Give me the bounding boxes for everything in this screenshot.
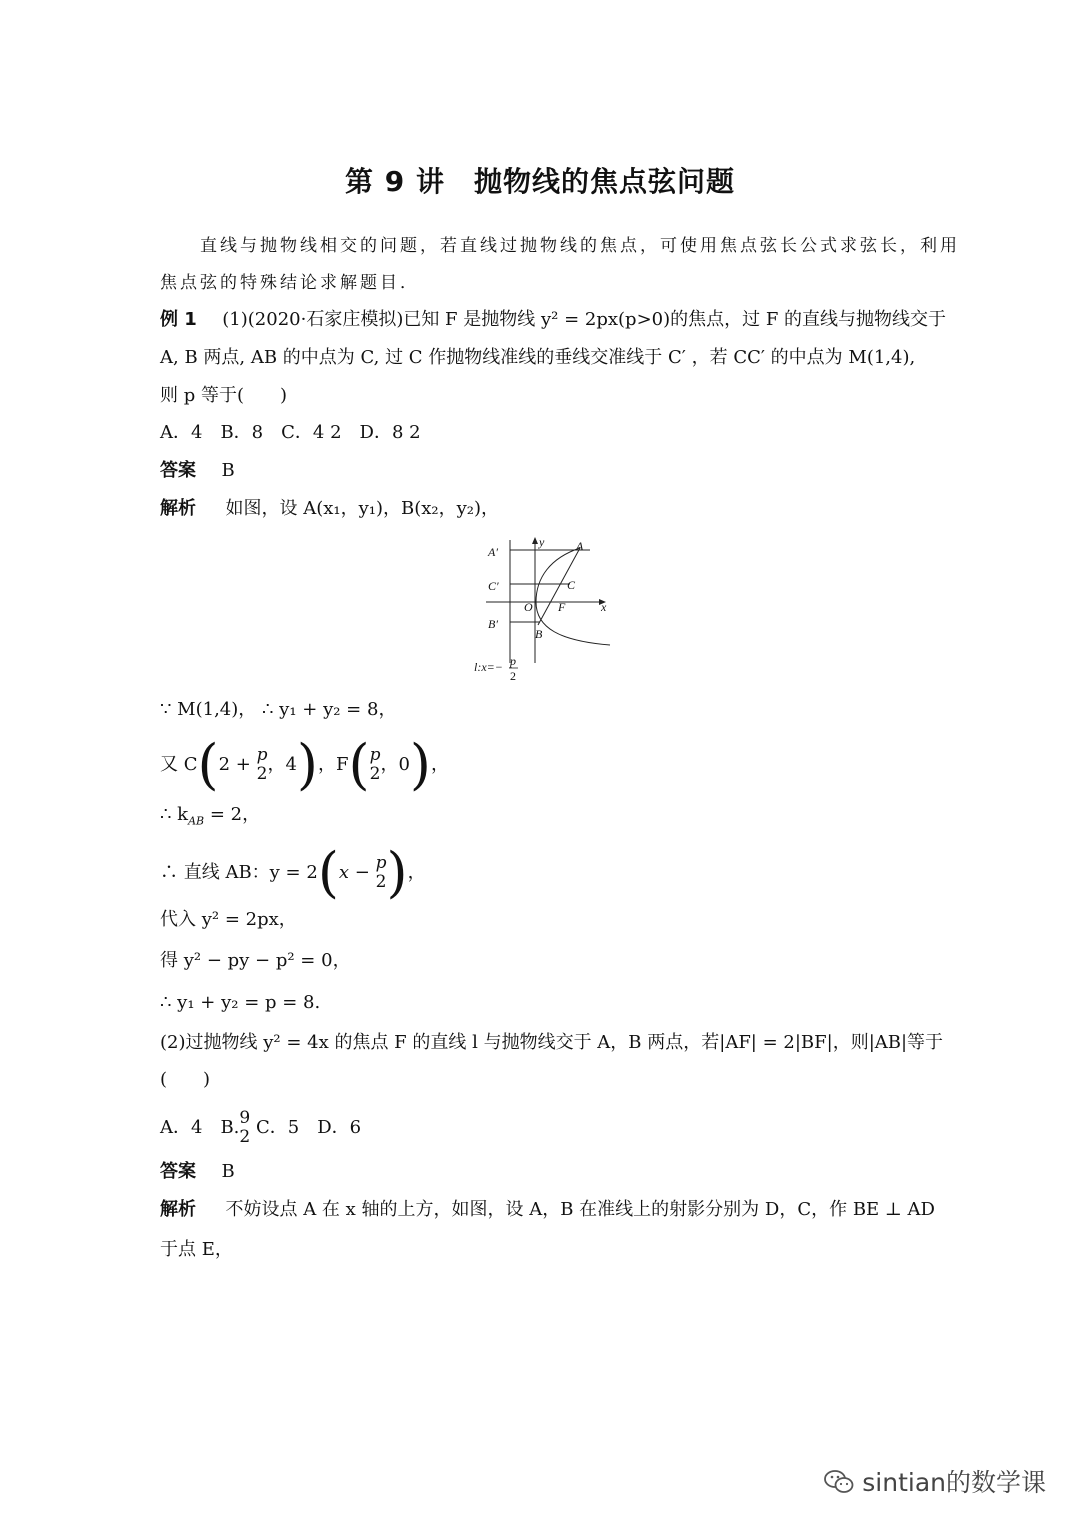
numerator: p: [375, 853, 387, 873]
label-a: A: [576, 539, 584, 553]
answer-value: B: [221, 1161, 235, 1182]
right-paren: ): [409, 733, 431, 796]
label-directrix-p: p: [510, 654, 516, 668]
page-title: 第 9 讲 抛物线的焦点弦问题: [345, 165, 735, 198]
solution-step-6: 得 y² − py − p² = 0，: [160, 950, 351, 971]
label-directrix-prefix: l:x=−: [474, 660, 503, 674]
label-a-prime: A′: [488, 545, 498, 559]
right-paren: ): [296, 733, 318, 796]
parabola-figure: [474, 533, 620, 685]
fraction-p-over-2: [376, 854, 387, 892]
example1-label: 例 1: [160, 309, 197, 330]
numerator: 9: [239, 1108, 251, 1128]
left-paren: (: [197, 733, 219, 796]
label-b: B: [535, 627, 543, 641]
step4-inner: x −: [338, 862, 370, 883]
label-x-axis: x: [601, 600, 607, 614]
denominator: 2: [369, 764, 381, 784]
example1-analysis: [160, 497, 499, 521]
parabola-curve: [536, 548, 610, 645]
solution-step-5: 代入 y² = 2px，: [160, 909, 297, 930]
y-axis-arrow: [532, 537, 538, 544]
label-o: O: [524, 600, 533, 614]
intro-line-2: 焦点弦的特殊结论求解题目．: [160, 273, 420, 293]
solution-step-2: [160, 733, 449, 796]
watermark-text: sintian的数学课: [862, 1468, 1046, 1497]
step3-end: = 2，: [204, 804, 261, 825]
example1-answer: [160, 459, 235, 483]
solution-step-7: ∴ y₁ + y₂ = p = 8.: [160, 992, 321, 1013]
step3-text: ∴ k: [160, 804, 189, 825]
options-a: A．4 B.: [160, 1117, 240, 1138]
label-y-axis: y: [539, 535, 545, 549]
fraction-p-over-2: [370, 746, 381, 784]
label-directrix-two: 2: [510, 669, 516, 683]
example1-line-3: 则 p 等于( ): [160, 385, 288, 406]
right-paren: ): [386, 841, 408, 904]
analysis-text: 不妨设点 A 在 x 轴的上方，如图，设 A，B 在准线上的射影分别为 D，C，作 BE ⊥ AD: [225, 1199, 935, 1220]
label-f: F: [558, 600, 566, 614]
fraction-9-over-2: [239, 1109, 250, 1147]
left-paren: (: [348, 733, 370, 796]
example1-options: A．4 B．8 C．4 2 D．8 2: [160, 422, 421, 443]
solution-step-1: ∵ M(1,4)， ∴ y₁ + y₂ = 8，: [160, 699, 397, 720]
step4-prefix: ∴ 直线 AB：y = 2: [160, 862, 318, 883]
example2-line-2: ( ): [160, 1069, 211, 1090]
example2-line-1: (2)过抛物线 y² = 4x 的焦点 F 的直线 l 与抛物线交于 A，B 两点，若|AF| = 2|BF|，则|AB|等于: [160, 1032, 944, 1053]
fraction-p-over-2: [257, 746, 268, 784]
example2-analysis-1: [160, 1198, 935, 1222]
step2-c-right: ，4: [267, 754, 297, 775]
label-c: C: [567, 578, 576, 592]
step2-f-right: ，0: [380, 754, 410, 775]
denominator: 2: [375, 872, 387, 892]
answer-label: 答案: [160, 460, 196, 481]
watermark: [824, 1463, 1046, 1499]
left-paren: (: [317, 841, 339, 904]
step4-end: ，: [407, 862, 426, 883]
options-rest: C．5 D．6: [255, 1117, 362, 1138]
example2-answer: [160, 1160, 235, 1184]
example1-line-2: A, B 两点, AB 的中点为 C, 过 C 作抛物线准线的垂线交准线于 C′ ，若 CC′ 的中点为 M(1,4),: [160, 347, 916, 368]
answer-label: 答案: [160, 1161, 196, 1182]
example1-line-1: [160, 308, 946, 332]
analysis-text: 如图，设 A(x₁，y₁)，B(x₂，y₂)，: [225, 498, 500, 519]
step2-c-left: 2 +: [218, 754, 251, 775]
numerator: p: [369, 745, 381, 765]
solution-step-3: [160, 803, 260, 834]
example2-analysis-2: 于点 E，: [160, 1239, 233, 1260]
analysis-label: 解析: [160, 498, 196, 519]
step3-subscript: AB: [188, 814, 205, 828]
step2-prefix: 又 C: [160, 754, 198, 775]
intro-line-1: 直线与抛物线相交的问题，若直线过抛物线的焦点，可使用焦点弦长公式求弦长，利用: [200, 236, 960, 256]
example1-text-1: (1)(2020·石家庄模拟)已知 F 是抛物线 y² = 2px(p>0)的焦点，过 F 的直线与抛物线交于: [222, 309, 947, 330]
step2-end: ，: [431, 754, 449, 775]
numerator: p: [256, 745, 268, 765]
wechat-icon: [824, 1469, 854, 1495]
denominator: 2: [239, 1127, 251, 1147]
label-b-prime: B′: [488, 617, 498, 631]
analysis-label: 解析: [160, 1199, 196, 1220]
solution-step-4: [160, 841, 426, 904]
denominator: 2: [256, 764, 268, 784]
step2-mid: ，F: [318, 754, 349, 775]
example2-options: [160, 1104, 361, 1152]
label-c-prime: C′: [488, 579, 499, 593]
answer-value: B: [221, 460, 235, 481]
